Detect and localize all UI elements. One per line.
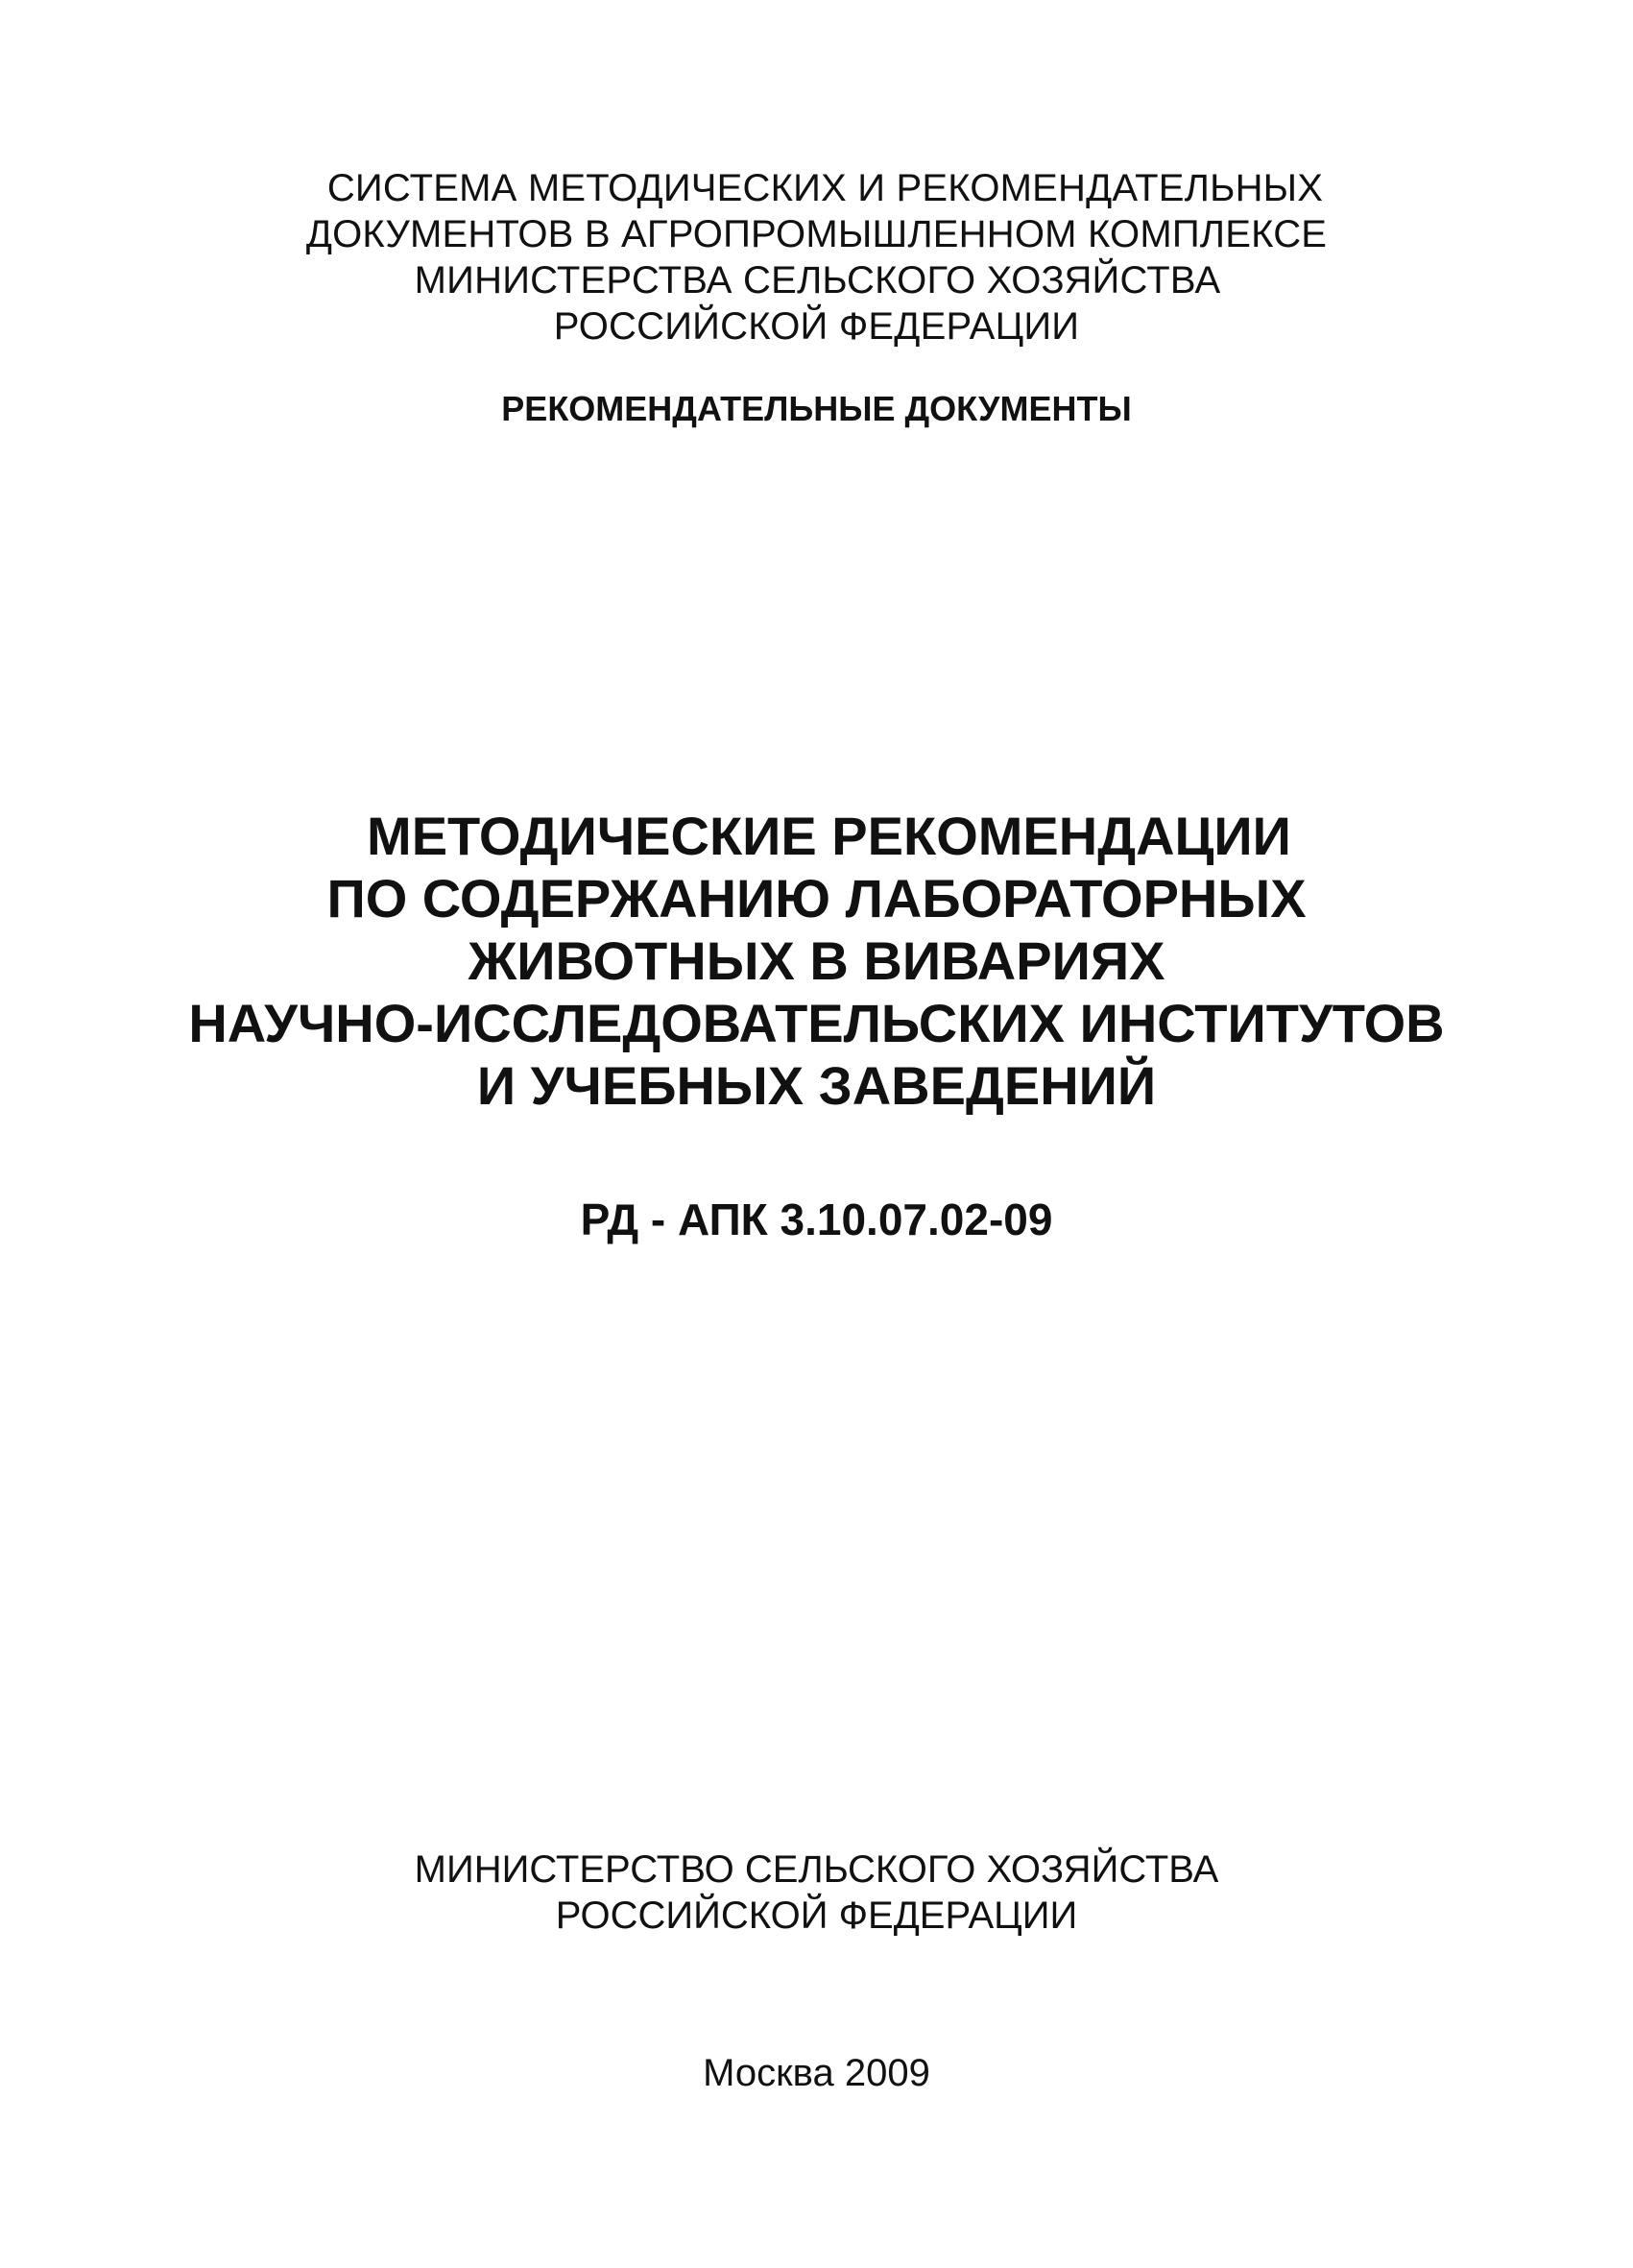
title-line: И УЧЕБНЫХ ЗАВЕДЕНИЙ xyxy=(476,1055,1157,1116)
system-header-line: МИНИСТЕРСТВА СЕЛЬСКОГО ХОЗЯЙСТВА xyxy=(414,259,1221,302)
system-header-line: СИСТЕМА МЕТОДИЧЕСКИХ И РЕКОМЕНДАТЕЛЬНЫХ xyxy=(326,167,1324,209)
title-line: НАУЧНО-ИССЛЕДОВАТЕЛЬСКИХ ИНСТИТУТОВ xyxy=(188,993,1445,1053)
document-kind: РЕКОМЕНДАТЕЛЬНЫЕ ДОКУМЕНТЫ xyxy=(501,389,1132,428)
title-line: ЖИВОТНЫХ В ВИВАРИЯХ xyxy=(468,930,1165,991)
title-line: МЕТОДИЧЕСКИЕ РЕКОМЕНДАЦИИ xyxy=(367,806,1291,866)
document-title xyxy=(0,805,1633,1117)
publisher-line: РОССИЙСКОЙ ФЕДЕРАЦИИ xyxy=(555,1894,1078,1937)
imprint: Москва 2009 xyxy=(703,2052,930,2094)
document-code: РД - АПК 3.10.07.02-09 xyxy=(580,1194,1053,1244)
system-header-line: ДОКУМЕНТОВ В АГРОПРОМЫШЛЕННОМ КОМПЛЕКСЕ xyxy=(305,213,1328,255)
system-header xyxy=(0,165,1633,350)
system-header-line: РОССИЙСКОЙ ФЕДЕРАЦИИ xyxy=(553,305,1080,348)
title-line: ПО СОДЕРЖАНИЮ ЛАБОРАТОРНЫХ xyxy=(326,868,1307,929)
publisher xyxy=(0,1846,1633,1939)
publisher-line: МИНИСТЕРСТВО СЕЛЬСКОГО ХОЗЯЙСТВА xyxy=(414,1848,1219,1891)
